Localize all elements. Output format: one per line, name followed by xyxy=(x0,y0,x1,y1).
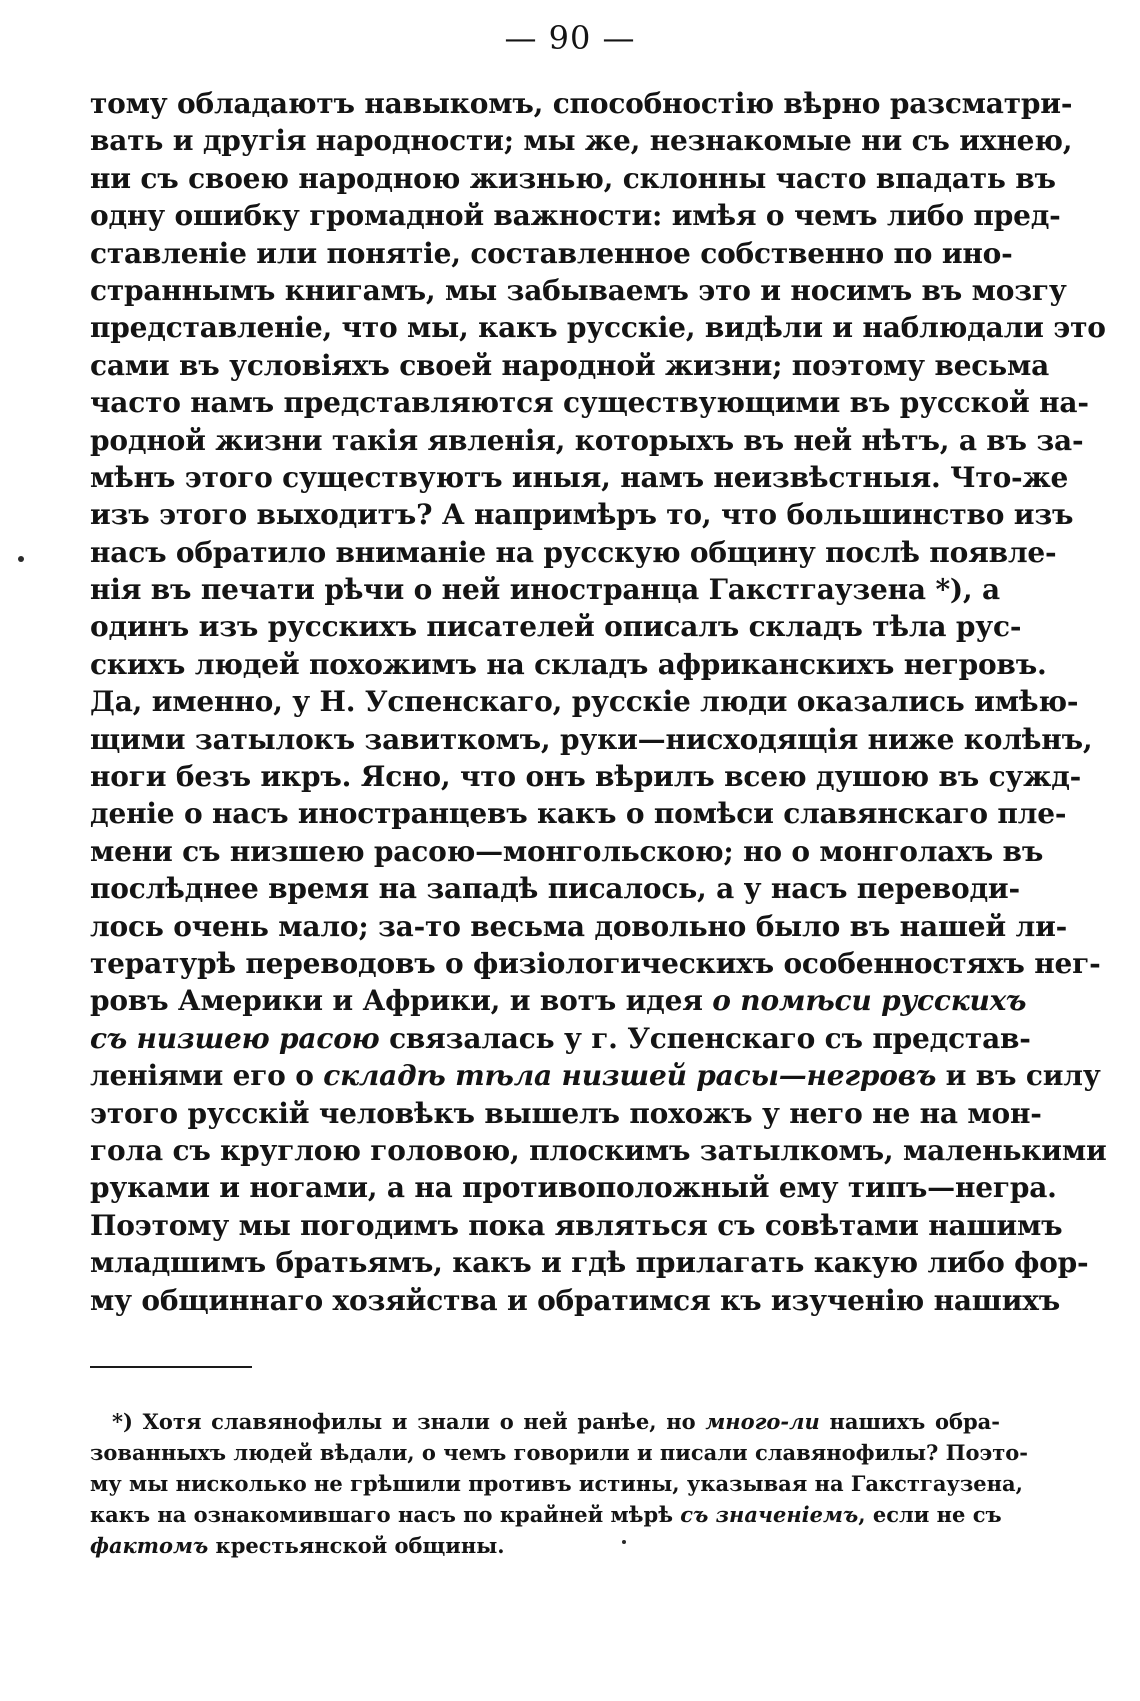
text-line: родной жизни такія явленія, которыхъ въ ней нѣтъ, а въ за- xyxy=(90,423,1084,457)
text-line: часто намъ представляются существующими въ русской на- xyxy=(90,386,1089,420)
text-line: тературѣ переводовъ о физіологическихъ особенностяхъ нег- xyxy=(90,946,1101,980)
italic-run: складѣ тѣла низшей расы—негровъ xyxy=(323,1059,937,1093)
text-line xyxy=(90,982,1027,1019)
text-line: деніе о насъ иностранцевъ какъ о помѣси славянскаго пле- xyxy=(90,797,1067,831)
page-number: — 90 — xyxy=(504,19,636,57)
text-line: Поэтому мы погодимъ пока являться съ совѣтами нашимъ xyxy=(90,1208,1063,1242)
footnote-line xyxy=(90,1406,1000,1437)
text-line: нія въ печати рѣчи о ней иностранца Гакстгаузена *), а xyxy=(90,573,1000,607)
text-line: младшимъ братьямъ, какъ и гдѣ прилагать какую либо фор- xyxy=(90,1246,1089,1280)
text-line: ни съ своею народною жизнью, склонны часто впадать въ xyxy=(90,161,1056,195)
text-line: мѣнъ этого существуютъ иныя, намъ неизвѣстныя. Что-же xyxy=(90,460,1069,494)
italic-run: о помѣси русскихъ xyxy=(712,984,1027,1018)
italic-run: фактомъ xyxy=(90,1533,209,1558)
text-line: му общиннаго хозяйства и обратимся къ изученію нашихъ xyxy=(90,1283,1061,1317)
text-line: представленіе, что мы, какъ русскіе, видѣли и наблюдали это xyxy=(90,311,1106,345)
ink-speck xyxy=(18,556,24,562)
text-line: мени съ низшею расою—монгольскою; но о монголахъ въ xyxy=(90,834,1044,868)
text-line: страннымъ книгамъ, мы забываемъ это и носимъ въ мозгу xyxy=(90,273,1067,307)
text-run: и въ силу xyxy=(936,1059,1101,1093)
text-line: щими затылокъ завиткомъ, руки—нисходящія ниже колѣнъ, xyxy=(90,722,1093,756)
text-line xyxy=(90,1020,1031,1057)
text-line: одну ошибку громадной важности: имѣя о чемъ либо пред- xyxy=(90,199,1061,233)
footnote-line xyxy=(90,1499,1000,1530)
text-line: ставленіе или понятіе, составленное собственно по ино- xyxy=(90,236,1013,270)
text-line: послѣднее время на западѣ писалось, а у насъ переводи- xyxy=(90,872,1020,906)
text-run: ровъ Америки и Африки, и вотъ идея xyxy=(90,984,713,1018)
text-line: руками и ногами, а на противоположный ему типъ—негра. xyxy=(90,1171,1057,1205)
footnote-line: му мы нисколько не грѣшили противъ истины, указывая на Гакстгаузена, xyxy=(90,1471,1023,1496)
text-run: леніями его о xyxy=(90,1059,324,1093)
text-line: ноги безъ икръ. Ясно, что онъ вѣрилъ всею душою въ сужд- xyxy=(90,760,1082,794)
footnote-line xyxy=(90,1530,1000,1561)
ink-speck xyxy=(622,1540,626,1544)
text-line: вать и другія народности; мы же, незнакомые ни съ ихнею, xyxy=(90,124,1073,158)
footnote-line: зованныхъ людей вѣдали, о чемъ говорили и писали славянофилы? Поэто- xyxy=(90,1440,1028,1465)
footnote-divider xyxy=(90,1366,252,1368)
text-run: связалась у г. Успенскаго съ представ- xyxy=(379,1021,1031,1055)
text-line: скихъ людей похожимъ на складъ африканскихъ негровъ. xyxy=(90,647,1047,681)
text-run: , если не съ xyxy=(858,1502,1002,1527)
italic-run: съ низшею расою xyxy=(90,1021,380,1055)
text-line: одинъ изъ русскихъ писателей описалъ складъ тѣла рус- xyxy=(90,610,1022,644)
footnote xyxy=(90,1406,1028,1561)
text-line xyxy=(90,1057,1101,1094)
text-line: тому обладаютъ навыкомъ, способностію вѣрно разсматри- xyxy=(90,87,1073,120)
text-line: гола съ круглою головою, плоскимъ затылкомъ, маленькими xyxy=(90,1133,1107,1167)
text-line: сами въ условіяхъ своей народной жизни; поэтому весьма xyxy=(90,348,1050,382)
text-line: Да, именно, у Н. Успенскаго, русскіе люди оказались имѣю- xyxy=(90,685,1079,719)
text-line: этого русскій человѣкъ вышелъ похожъ у него не на мон- xyxy=(90,1096,1042,1130)
text-run: какъ на ознакомившаго насъ по крайней мѣрѣ xyxy=(90,1502,681,1527)
text-line: лось очень мало; за-то весьма довольно было въ нашей ли- xyxy=(90,909,1068,943)
main-text xyxy=(90,85,1107,1319)
text-run: крестьянской общины. xyxy=(208,1533,505,1558)
text-run: *) Хотя славянофилы и знали о ней ранѣе, но xyxy=(112,1409,706,1434)
italic-run: много-ли xyxy=(705,1409,820,1434)
text-run: нашихъ обра- xyxy=(819,1409,1000,1434)
text-line: изъ этого выходитъ? А напримѣръ то, что большинство изъ xyxy=(90,498,1074,532)
italic-run: съ значеніемъ xyxy=(680,1502,859,1527)
text-line: насъ обратило вниманіе на русскую общину послѣ появле- xyxy=(90,535,1057,569)
